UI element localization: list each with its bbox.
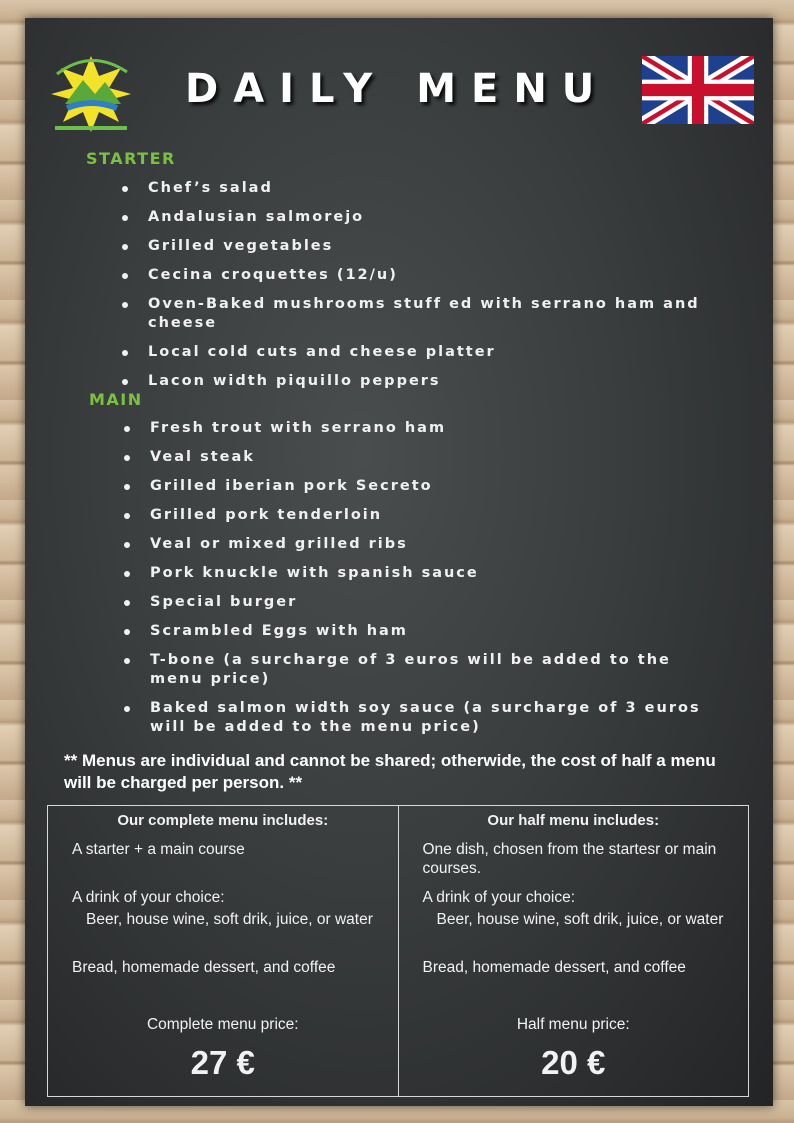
- main-item: Baked salmon width soy sauce (a surcharge of 3 euros will be added to the menu price): [124, 699, 714, 737]
- chalkboard: [25, 18, 773, 1106]
- main-list: [124, 419, 714, 747]
- half-menu-drink-label: A drink of your choice:: [422, 889, 575, 906]
- main-item: Grilled pork tenderloin: [124, 506, 714, 525]
- half-menu-course: One dish, chosen from the startesr or main courses.: [422, 841, 717, 877]
- complete-menu-drink-options: Beer, house wine, soft drik, juice, or water: [86, 911, 373, 928]
- starter-list: [122, 179, 752, 401]
- main-item: Pork knuckle with spanish sauce: [124, 564, 714, 583]
- half-menu-drink-options: Beer, house wine, soft drik, juice, or water: [436, 911, 724, 928]
- half-menu-heading: Our half menu includes:: [487, 812, 660, 829]
- complete-menu-price-label: Complete menu price:: [146, 1016, 299, 1033]
- main-item: Veal or mixed grilled ribs: [124, 535, 714, 554]
- half-menu-price-label: Half menu price:: [516, 1016, 630, 1033]
- complete-menu-drink-label: A drink of your choice:: [72, 889, 225, 906]
- restaurant-logo-icon: [43, 42, 139, 138]
- starter-item: Lacon width piquillo peppers: [122, 372, 752, 391]
- main-item: T-bone (a surcharge of 3 euros will be added to the menu price): [124, 651, 714, 689]
- main-item: Veal steak: [124, 448, 714, 467]
- starter-item: Cecina croquettes (12/u): [122, 266, 752, 285]
- main-item: Special burger: [124, 593, 714, 612]
- menu-note: ** Menus are individual and cannot be shared; otherwide, the cost of half a menu will be charged per person. **: [64, 751, 716, 792]
- menu-options-box: [47, 805, 749, 1097]
- main-heading: MAIN: [89, 390, 143, 409]
- half-menu-column: [398, 806, 749, 1096]
- page-title: DAILY MENU: [185, 66, 610, 112]
- half-menu-extras: Bread, homemade dessert, and coffee: [422, 959, 686, 976]
- main-item: Scrambled Eggs with ham: [124, 622, 714, 641]
- complete-menu-extras: Bread, homemade dessert, and coffee: [72, 959, 336, 976]
- half-menu-price: 20 €: [541, 1044, 606, 1081]
- starter-item: Oven-Baked mushrooms stuff ed with serrano ham and cheese: [122, 295, 752, 333]
- main-item: Grilled iberian pork Secreto: [124, 477, 714, 496]
- starter-heading: STARTER: [86, 149, 176, 168]
- complete-menu-column: [48, 806, 398, 1096]
- uk-flag-icon[interactable]: [642, 56, 754, 124]
- starter-item: Local cold cuts and cheese platter: [122, 343, 752, 362]
- complete-menu-heading: Our complete menu includes:: [117, 812, 329, 829]
- complete-menu-course: A starter + a main course: [72, 841, 245, 858]
- starter-item: Chef’s salad: [122, 179, 752, 198]
- main-item: Fresh trout with serrano ham: [124, 419, 714, 438]
- complete-menu-price: 27 €: [190, 1044, 255, 1081]
- starter-item: Grilled vegetables: [122, 237, 752, 256]
- starter-item: Andalusian salmorejo: [122, 208, 752, 227]
